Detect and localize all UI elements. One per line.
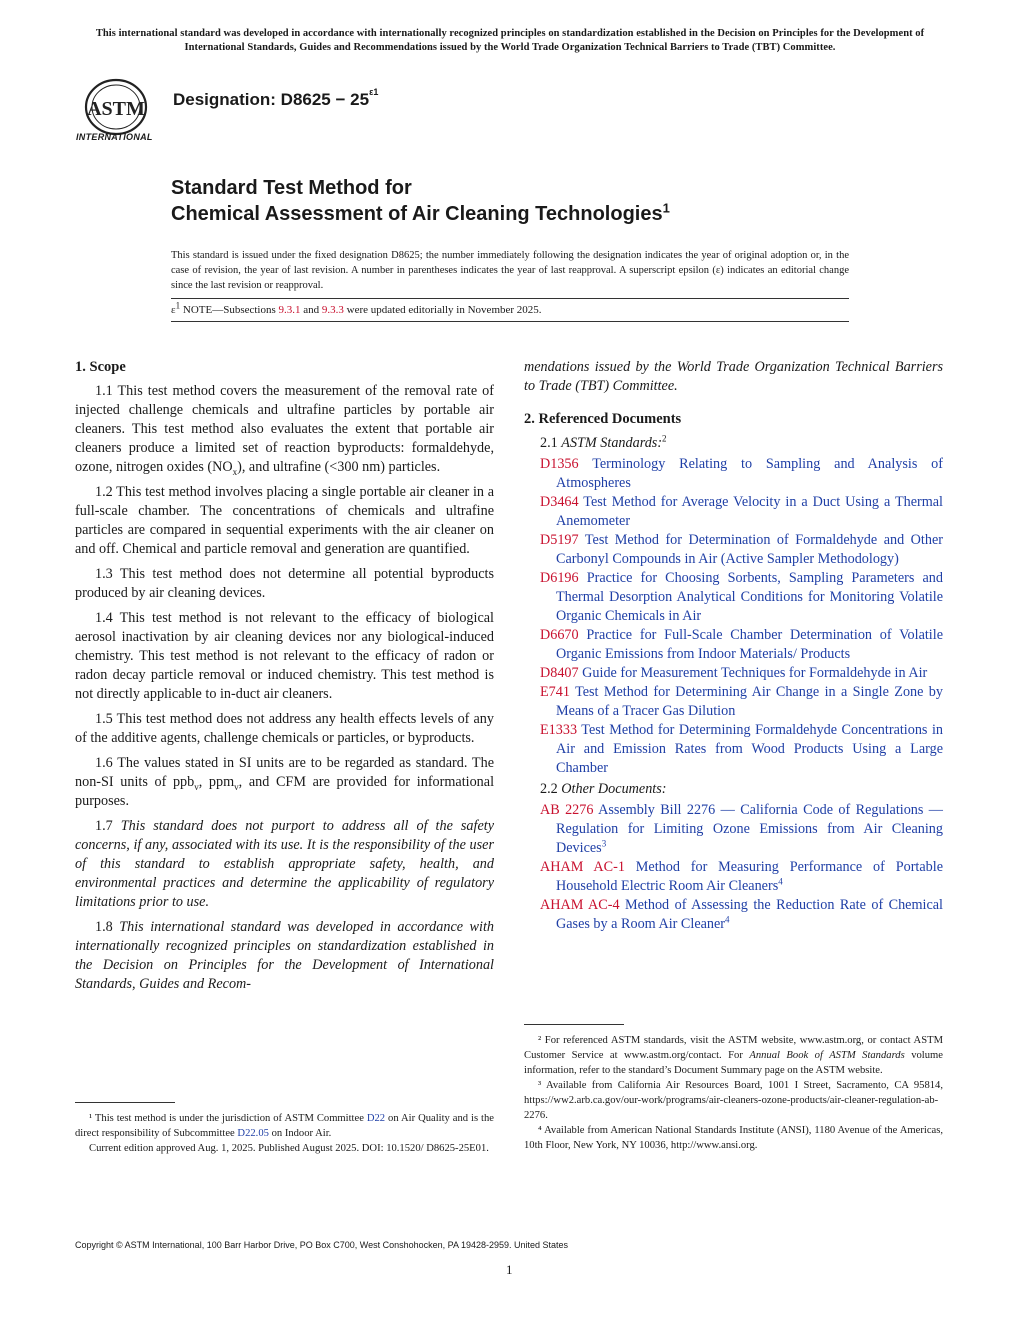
other-reference-list (524, 801, 943, 934)
referenced-documents-heading: 2. Referenced Documents (524, 411, 682, 427)
logo-caption: INTERNATIONAL (76, 132, 153, 142)
para-1-4: 1.4 This test method is not relevant to the efficacy of biological aerosol inactivation by air cleaning devices nor any biological-induced chemistry. This test method is not relevant to the efficacy of radon or radon decay particle removal or induced chemistry. This test method is not directly applicable to in-duct air cleaners. (75, 610, 494, 702)
reference-item[interactable]: D1356 Terminology Relating to Sampling and Analysis of Atmospheres (540, 456, 943, 491)
footnote-2: ² For referenced ASTM standards, visit the ASTM website, www.astm.org, or contact ASTM Customer Service at www.astm.org/contact. For Annual Book of ASTM Standards volume information, refer to the standard’s Document Summary page on the ASTM website. (524, 1035, 943, 1076)
note-rule-bottom (171, 321, 849, 322)
designation: Designation: $D8625 - 25^{\varepsilon 1}$ (173, 87, 379, 109)
reference-item[interactable]: D5197 Test Method for Determination of Formaldehyde and Other Carbonyl Compounds in Air (Active Sampler Methodology) (540, 532, 943, 567)
note-rule-top (171, 298, 849, 299)
page-number: 1 (506, 1262, 513, 1277)
left-column (75, 358, 494, 1000)
footnote-rule-right (524, 1024, 624, 1025)
astm-logo-letters: ASTM (87, 98, 145, 120)
note-ref-9-3-1[interactable]: 9.3.1 (278, 304, 301, 316)
title-line-1: Standard Test Method for (171, 177, 412, 199)
other-reference-item[interactable]: AHAM AC-4 Method of Assessing the Reduction Rate of Chemical Gases by a Room Air Cleaner$^4$ (540, 897, 943, 932)
other-documents-label: 2.2 Other Documents: (540, 781, 667, 797)
para-1-1: 1.1 This test method covers the measurement of the removal rate of injected challenge chemicals and ultrafine particles by portable air cleaners. This test method also evaluates the extent that portable air cleaners produce a limited set of reaction byproducts: formaldehyde, ozone, nitrogen oxides $(NO_x)$, and ultrafine (<300 nm) particles. (75, 383, 494, 477)
para-1-2: 1.2 This test method involves placing a single portable air cleaner in a full-scale chamber. The concentrations of chemicals and ultrafine particles are compared in sequential experiments with the air cleaner on and off. Chemical and particle removal and generation are quantified. (75, 484, 494, 557)
right-column (524, 358, 943, 934)
para-1-7: 1.7 This standard does not purport to address all of the safety concerns, if any, associated with its use. It is the responsibility of the user of this standard to establish appropriate safety, health, and environmental practices and determine the applicability of regulatory limitations prior to use. (75, 818, 494, 910)
committee-d22-link[interactable]: D22 (366, 1113, 386, 1124)
footnote-rule-left (75, 1102, 175, 1103)
note-ref-9-3-3[interactable]: 9.3.3 (321, 304, 344, 316)
astm-standards-label: 2.1 ASTM Standards:$^2$ (540, 433, 667, 451)
other-reference-item[interactable]: AB 2276 Assembly Bill 2276 — California Code of Regulations — Regulation for Limiting Ozone Emissions from Air Cleaning Devices$^3$ (540, 802, 943, 856)
para-1-3: 1.3 This test method does not determine all potential byproducts produced by air cleaning devices. (75, 566, 494, 601)
footnote-4: ⁴ Available from American National Standards Institute (ANSI), 1180 Avenue of the Americas, 10th Floor, New York, NY 10036, http://www.ansi.org. (524, 1125, 943, 1151)
reference-item[interactable]: E1333 Test Method for Determining Formaldehyde Concentrations in Air and Emission Rates from Wood Products Using a Large Chamber (540, 722, 943, 776)
reference-item[interactable]: D6670 Practice for Full-Scale Chamber Determination of Volatile Organic Emissions from Indoor Materials/ Products (540, 627, 943, 662)
footnotes-right (524, 1033, 943, 1153)
para-1-8-continued: mendations issued by the World Trade Organization Technical Barriers to Trade (TBT) Committee. (524, 359, 943, 394)
para-1-8: 1.8 This international standard was developed in accordance with internationally recognized principles on standardization established in the Decision on Principles for the Development of International Standards, Guides and Recom- (75, 919, 494, 992)
preamble: This standard is issued under the fixed designation D8625; the number immediately following the designation indicates the year of original adoption or, in the case of revision, the year of last revision. A number in parentheses indicates the year of last reapproval. A superscript epsilon (ε) indicates an editorial change since the last revision or reapproval. (171, 250, 849, 291)
para-1-6: 1.6 The values stated in SI units are to be regarded as standard. The non-SI units of ppb$_v$, ppm$_v$, and CFM are provided for informational purposes. (75, 755, 495, 809)
other-reference-item[interactable]: AHAM AC-1 Method for Measuring Performance of Portable Household Electric Room Air Cleaners$^4$ (540, 859, 943, 894)
footnote-3: ³ Available from California Air Resources Board, 1001 I Street, Sacramento, CA 95814, https://ww2.arb.ca.gov/our-work/programs/air-cleaners-ozone-products/air-cleaner-regulation-ab-2276. (524, 1080, 943, 1121)
reference-item[interactable]: D6196 Practice for Choosing Sorbents, Sampling Parameters and Thermal Desorption Analytical Conditions for Monitoring Volatile Organic Chemicals in Air (540, 570, 943, 624)
reference-item[interactable]: E741 Test Method for Determining Air Change in a Single Zone by Means of a Tracer Gas Dilution (540, 684, 943, 719)
top-notice: This international standard was developed in accordance with internationally recognized principles on standardization established in the Decision on Principles for the Development of International Standards, Guides and Recommendations issued by the World Trade Organization Technical Barriers to Trade (TBT) Committee. (95, 28, 925, 53)
copyright: Copyright © ASTM International, 100 Barr Harbor Drive, PO Box C700, West Conshohocken, PA 19428-2959. United States (75, 1240, 569, 1250)
para-1-5: 1.5 This test method does not address any health effects levels of any of the additive agents, challenge chemicals or particles, or byproducts. (75, 711, 494, 746)
document-title (171, 175, 670, 227)
astm-reference-list (524, 455, 943, 778)
reference-item[interactable]: D3464 Test Method for Average Velocity in a Duct Using a Thermal Anemometer (540, 494, 943, 529)
reference-item[interactable]: D8407 Guide for Measurement Techniques for Formaldehyde in Air (540, 665, 928, 681)
footnote-1: ¹ This test method is under the jurisdiction of ASTM Committee D22 on Air Quality and is the direct responsibility of Subcommittee D22.05 on Indoor Air. Current edition approved Aug. 1, 2025. Published August 2025. DOI: 10.1520/ D8625-25E01. (75, 1113, 494, 1154)
scope-heading: 1. Scope (75, 359, 126, 375)
subcommittee-d22-05-link[interactable]: D22.05 (237, 1128, 269, 1139)
title-line-2: Chemical Assessment of Air Cleaning Technologies$^1$ (171, 200, 670, 225)
editorial-note: $\varepsilon^1$ NOTE—Subsections 9.3.1 and 9.3.3 were updated editorially in November 2025. (171, 300, 542, 316)
